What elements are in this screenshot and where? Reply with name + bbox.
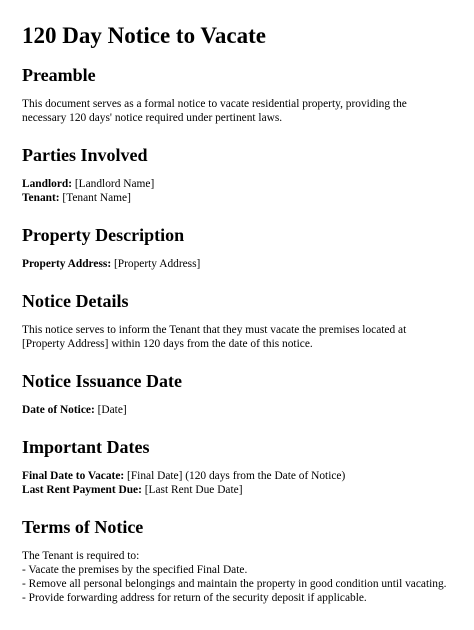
parties-section <box>22 144 452 205</box>
terms-intro: The Tenant is required to: <box>22 550 140 562</box>
issuance-heading: Notice Issuance Date <box>22 371 182 391</box>
landlord-line <box>22 177 452 191</box>
terms-section <box>22 516 452 605</box>
property-heading: Property Description <box>22 225 185 245</box>
last-rent-line <box>22 483 452 497</box>
final-date-line <box>22 469 452 483</box>
preamble-heading: Preamble <box>22 65 96 85</box>
property-address-value: [Property Address] <box>111 258 201 270</box>
notice-date-line <box>22 403 452 417</box>
tenant-label: Tenant: <box>22 192 60 204</box>
tenant-value: [Tenant Name] <box>59 192 131 204</box>
last-rent-value: [Last Rent Due Date] <box>141 484 243 496</box>
issuance-section <box>22 370 452 417</box>
property-details <box>22 257 452 271</box>
final-date-label: Final Date to Vacate: <box>22 470 125 482</box>
notice-details-heading: Notice Details <box>22 291 129 311</box>
preamble-section <box>22 64 452 125</box>
final-date-value: [Final Date] (120 days from the Date of Notice) <box>124 470 346 482</box>
document-title: 120 Day Notice to Vacate <box>22 23 267 48</box>
landlord-value: [Landlord Name] <box>72 178 155 190</box>
terms-item: - Remove all personal belongings and maintain the property in good condition until vacating. <box>22 578 447 590</box>
landlord-label: Landlord: <box>22 178 73 190</box>
notice-details-text: This notice serves to inform the Tenant that they must vacate the premises located at [Property Address] within 120 days from the date of this notice. <box>22 324 407 350</box>
property-section <box>22 224 452 271</box>
notice-date-value: [Date] <box>94 404 127 416</box>
important-dates-heading: Important Dates <box>22 437 150 457</box>
terms-details <box>22 549 452 605</box>
property-address-label: Property Address: <box>22 258 112 270</box>
terms-item: - Provide forwarding address for return of the security deposit if applicable. <box>22 592 367 604</box>
preamble-text: This document serves as a formal notice to vacate residential property, providing the necessary 120 days' notice required under pertinent laws. <box>22 98 407 124</box>
parties-details <box>22 177 452 205</box>
parties-heading: Parties Involved <box>22 145 148 165</box>
issuance-details <box>22 403 452 417</box>
tenant-line <box>22 191 452 205</box>
important-dates-section <box>22 436 452 497</box>
property-address-line <box>22 257 452 271</box>
notice-details-section <box>22 290 452 351</box>
important-dates-details <box>22 469 452 497</box>
notice-date-label: Date of Notice: <box>22 404 95 416</box>
terms-item: - Vacate the premises by the specified Final Date. <box>22 564 248 576</box>
terms-heading: Terms of Notice <box>22 517 144 537</box>
last-rent-label: Last Rent Payment Due: <box>22 484 142 496</box>
